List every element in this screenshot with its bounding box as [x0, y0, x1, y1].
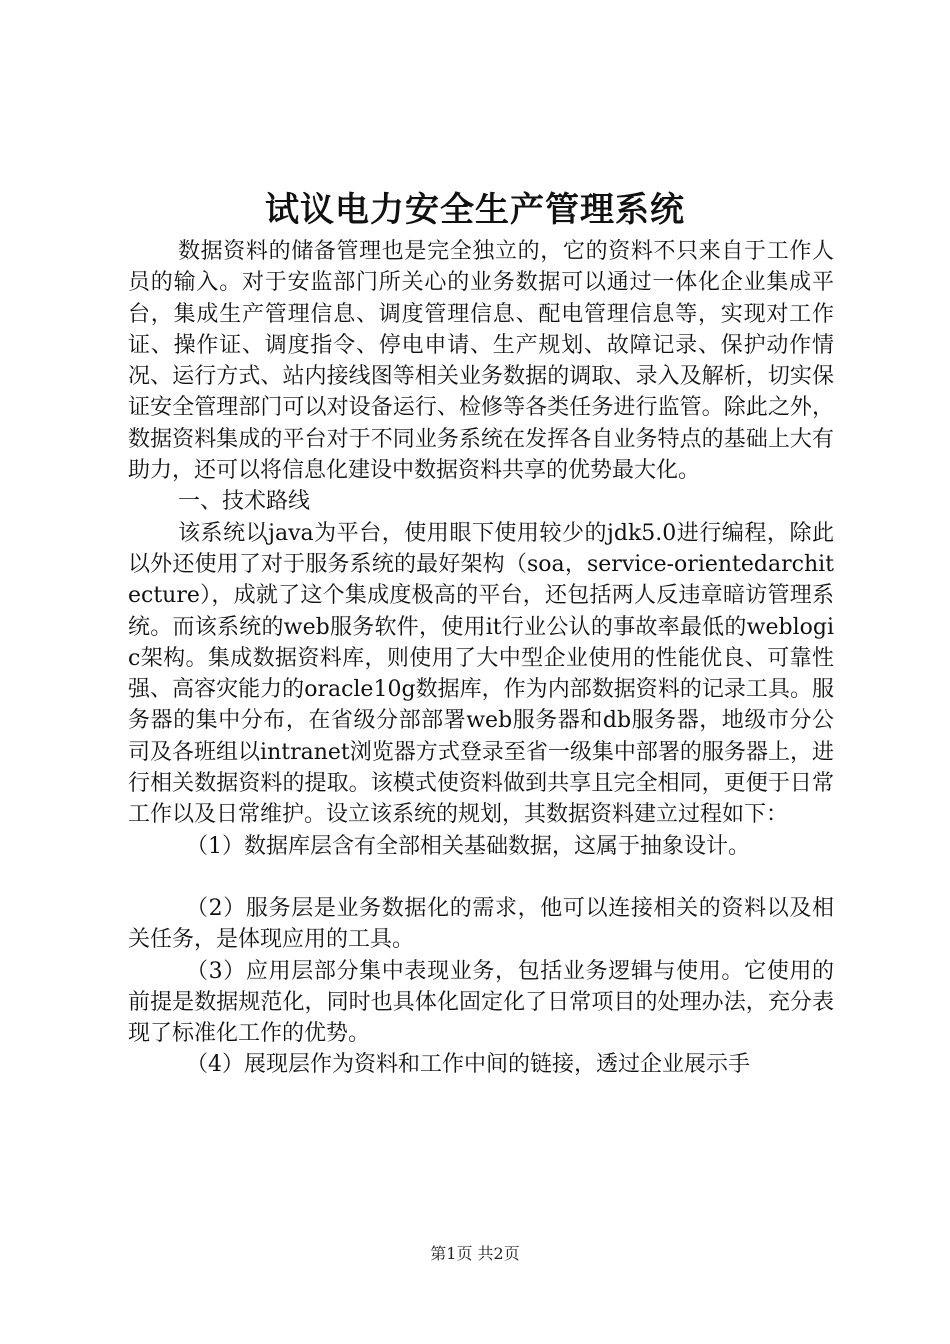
page-footer: 第1页 共2页: [430, 1244, 520, 1263]
list-item-presentation-layer: （4）展现层作为资料和工作中间的链接，透过企业展示手: [186, 1052, 750, 1078]
list-item-application-layer: （3）应用层部分集中表现业务，包括业务逻辑与使用。它使用的前提是数据规范化，同时也具体化固定化了日常项目的处理办法，充分表现了标准化工作的优势。: [128, 958, 834, 1047]
list-item-service-layer: （2）服务层是业务数据化的需求，他可以连接相关的资料以及相关任务，是体现应用的工具。: [128, 895, 834, 953]
list-item-database-layer: （1）数据库层含有全部相关基础数据，这属于抽象设计。: [186, 833, 750, 859]
paragraph-data-storage: 数据资料的储备管理也是完全独立的，它的资料不只来自于工作人员的输入。对于安监部门所关心的业务数据可以通过一体化企业集成平台，集成生产管理信息、调度管理信息、配电管理信息等，实现对工作证、操作证、调度指令、停电申请、生产规划、故障记录、保护动作情况、运行方式、站内接线图等相关业务数据的调取、录入及解析，切实保证安全管理部门可以对设备运行、检修等各类任务进行监管。除此之外，数据资料集成的平台对于不同业务系统在发挥各自业务特点的基础上大有助力，还可以将信息化建设中数据资料共享的优势最大化。: [128, 239, 834, 484]
paragraph-system-platform: 该系统以java为平台，使用眼下使用较少的jdk5.0进行编程，除此以外还使用了对于服务系统的最好架构（soa，service-orientedarchitecture），成就了这个集成度极高的平台，还包括两人反违章暗访管理系统。而该系统的web服务软件，使用it行业公认的事故率最低的weblogic架构。集成数据资料库，则使用了大中型企业使用的性能优良、可靠性强、高容灾能力的oracle10g数据库，作为内部数据资料的记录工具。服务器的集中分布，在省级分部部署web服务器和db服务器，地级市分公司及各班组以intranet浏览器方式登录至省一级集中部署的服务器上，进行相关数据资料的提取。该模式使资料做到共享且完全相同，更便于日常工作以及日常维护。设立该系统的规划，其数据资料建立过程如下：: [128, 520, 834, 828]
document-body: [128, 236, 834, 1081]
blank-line: [128, 862, 834, 893]
section-heading-technical-route: 一、技术路线: [178, 489, 311, 515]
page-title: 试议电力安全生产管理系统: [265, 190, 685, 230]
